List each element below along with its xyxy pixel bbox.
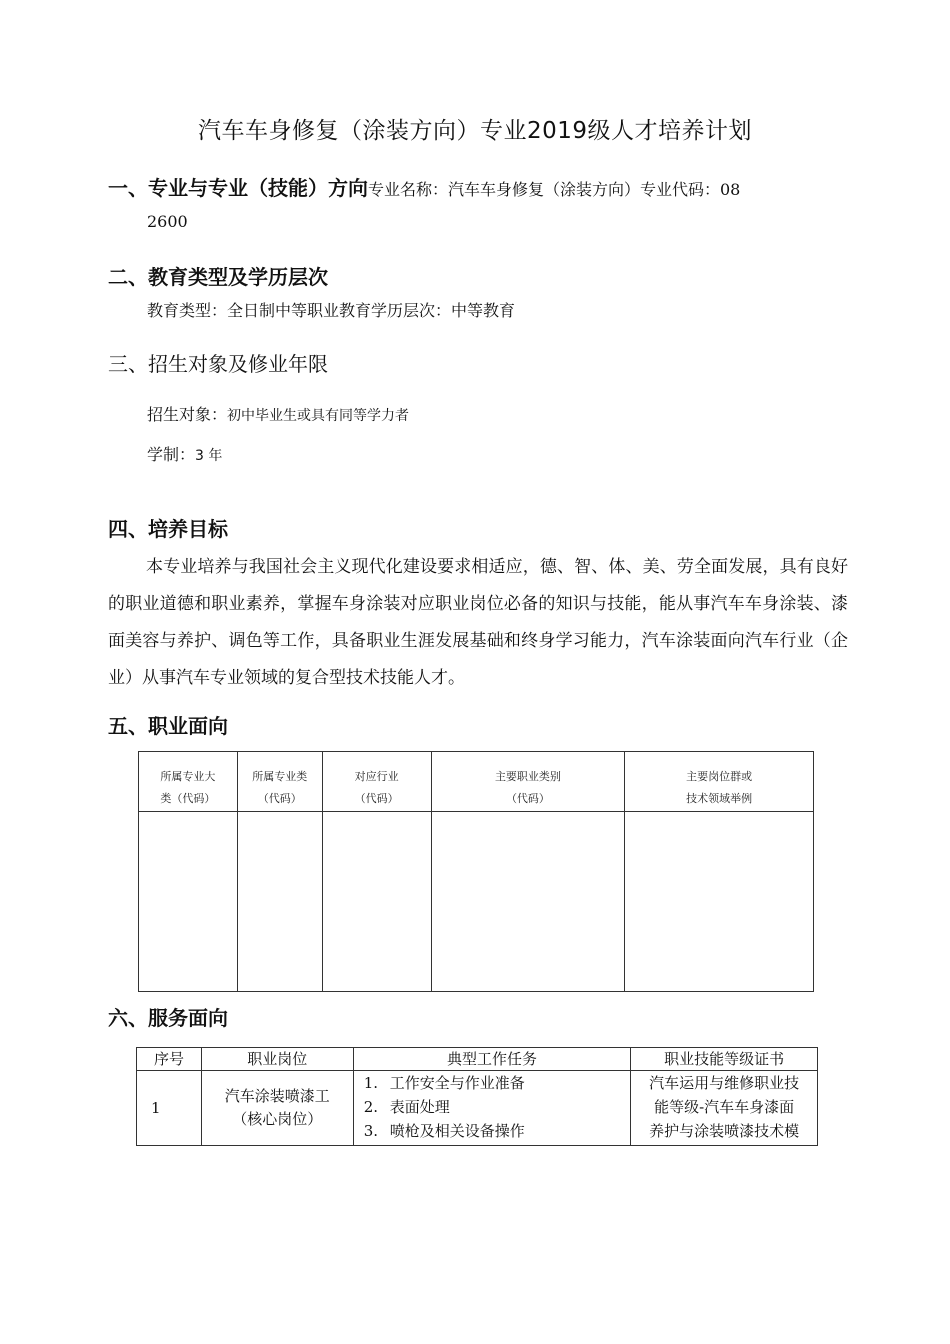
cert-line1: 汽车运用与维修职业技	[649, 1074, 800, 1092]
career-col-4	[431, 752, 625, 812]
section1-text-line1: 专业名称：汽车车身修复（涂装方向）专业代码：08	[368, 180, 741, 199]
section1	[108, 172, 740, 201]
service-table-header	[137, 1048, 818, 1071]
service-row-number: 1	[137, 1071, 202, 1146]
service-row-certificate	[631, 1071, 818, 1146]
enroll-label: 招生对象：	[147, 405, 228, 424]
career-col-2-line2: （代码）	[257, 792, 302, 805]
task-number: 3.	[363, 1122, 379, 1140]
service-row-tasks	[353, 1071, 631, 1146]
career-table-row	[139, 812, 814, 992]
career-cell	[625, 812, 814, 992]
service-table-row	[137, 1071, 818, 1146]
career-cell	[431, 812, 625, 992]
career-col-2-line1: 所属专业类	[252, 770, 308, 783]
career-col-3-line1: 对应行业	[354, 770, 399, 783]
career-col-5-line1: 主要岗位群或	[686, 770, 753, 783]
career-col-4-line2: （代码）	[505, 792, 550, 805]
section4-heading: 四、培养目标	[108, 517, 228, 541]
service-row-position	[201, 1071, 353, 1146]
career-col-5	[625, 752, 814, 812]
career-col-2	[237, 752, 322, 812]
section2-text: 教育类型：全日制中等职业教育学历层次：中等教育	[147, 301, 516, 320]
task-text: 工作安全与作业准备	[389, 1074, 525, 1092]
service-header-position: 职业岗位	[201, 1048, 353, 1071]
service-header-certificate: 职业技能等级证书	[631, 1048, 818, 1071]
cert-line3: 养护与涂装喷漆技术模	[649, 1122, 800, 1140]
cert-line2: 能等级-汽车车身漆面	[654, 1098, 795, 1116]
career-table-header	[139, 752, 814, 812]
enroll-value: 初中毕业生或具有同等学力者	[227, 408, 410, 424]
career-col-3	[322, 752, 431, 812]
career-cell	[322, 812, 431, 992]
task-text: 喷枪及相关设备操作	[389, 1122, 525, 1140]
career-col-5-line2: 技术领域举例	[686, 792, 753, 805]
section5-heading: 五、职业面向	[108, 714, 228, 738]
service-header-tasks: 典型工作任务	[353, 1048, 631, 1071]
section3-duration	[147, 442, 222, 465]
section6-heading: 六、服务面向	[108, 1006, 228, 1030]
section3-enroll	[147, 402, 409, 425]
task-item	[364, 1095, 629, 1119]
document-title: 汽车车身修复（涂装方向）专业2019级人才培养计划	[197, 118, 753, 144]
task-item	[364, 1071, 629, 1095]
career-table	[138, 751, 814, 992]
career-col-4-line1: 主要职业类别	[494, 770, 561, 783]
task-text: 表面处理	[389, 1098, 450, 1116]
task-item	[364, 1119, 629, 1143]
section3-heading: 三、招生对象及修业年限	[108, 352, 328, 376]
section2-heading: 二、教育类型及学历层次	[108, 265, 328, 289]
service-header-number: 序号	[137, 1048, 202, 1071]
career-cell	[237, 812, 322, 992]
task-number: 1.	[363, 1074, 379, 1092]
section1-text-line2: 2600	[147, 212, 188, 231]
career-col-1	[139, 752, 238, 812]
career-col-3-line2: （代码）	[354, 792, 399, 805]
career-col-1-line1: 所属专业大	[160, 770, 216, 783]
task-number: 2.	[363, 1098, 379, 1116]
position-line2: （核心岗位）	[232, 1110, 323, 1128]
section4-paragraph: 本专业培养与我国社会主义现代化建设要求相适应，德、智、体、美、劳全面发展，具有良好的职业道德和职业素养，掌握车身涂装对应职业岗位必备的知识与技能，能从事汽车车身涂装、漆面美容与养护、调色等工作，具备职业生涯发展基础和终身学习能力，汽车涂装面向汽车行业（企业）从事汽车专业领域的复合型技术技能人才。	[108, 557, 848, 688]
career-col-1-line2: 类（代码）	[160, 792, 216, 805]
service-table	[136, 1047, 818, 1146]
career-cell	[139, 812, 238, 992]
section1-heading: 一、专业与专业（技能）方向	[108, 176, 368, 200]
position-line1: 汽车涂装喷漆工	[224, 1087, 330, 1105]
duration-label: 学制：	[147, 445, 196, 464]
duration-value: 3 年	[195, 448, 223, 464]
